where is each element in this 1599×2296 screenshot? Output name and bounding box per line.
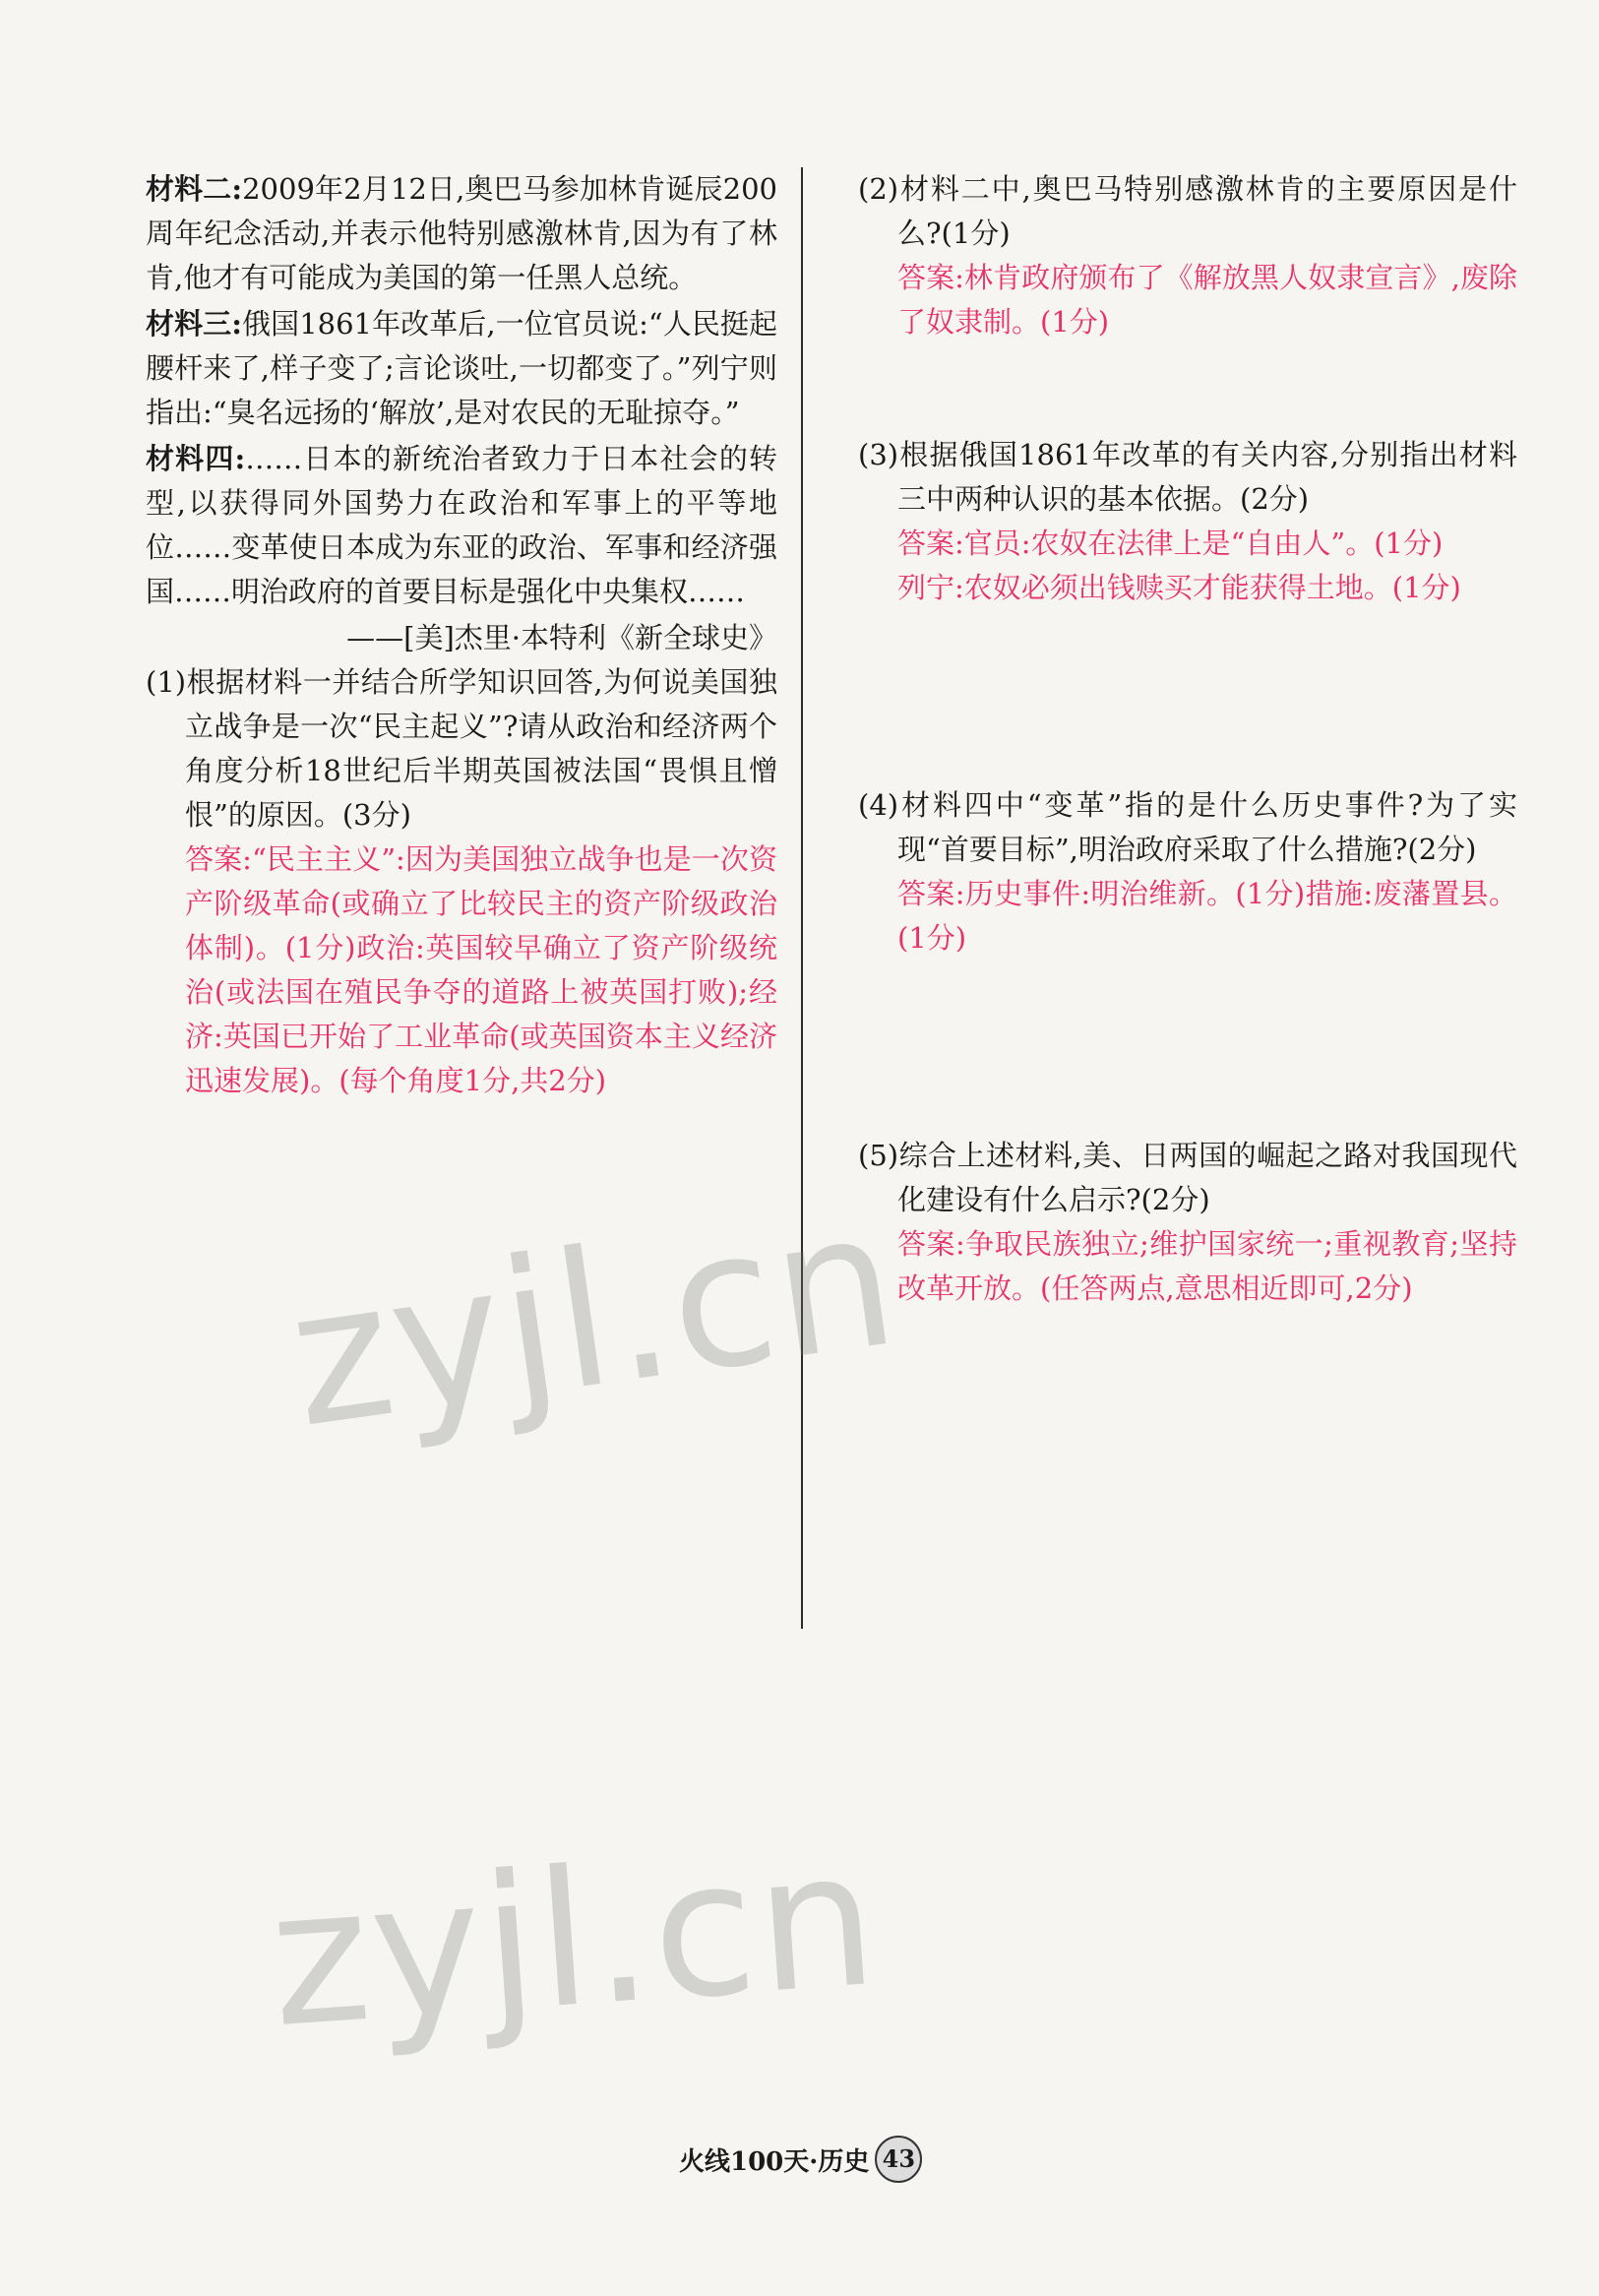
- material-4-text: ……日本的新统治者致力于日本社会的转型,以获得同外国势力在政治和军事上的平等地位……变革使日本成为东亚的政治、军事和经济强国……明治政府的首要目标是强化中央集权……: [146, 442, 777, 608]
- page-number: 43: [875, 2136, 922, 2183]
- answer-3-official: 答案:官员:农奴在法律上是“自由人”。(1分): [897, 527, 1444, 560]
- material-2-text: 2009年2月12日,奥巴马参加林肯诞辰200周年纪念活动,并表示他特别感激林肯,因为有了林肯,他才有可能成为美国的第一任黑人总统。: [146, 172, 777, 294]
- left-column: [146, 167, 777, 1103]
- material-3-text: 俄国1861年改革后,一位官员说:“人民挺起腰杆来了,样子变了;言论谈吐,一切都变了。”列宁则指出:“臭名远扬的‘解放’,是对农民的无耻掠夺。”: [146, 307, 777, 429]
- answer-5: 答案:争取民族独立;维护国家统一;重视教育;坚持改革开放。(任答两点,意思相近即可,2分): [897, 1227, 1517, 1305]
- question-4: (4)材料四中“变革”指的是什么历史事件?为了实现“首要目标”,明治政府采取了什么措施?(2分): [858, 788, 1517, 866]
- material-2: [146, 167, 777, 300]
- answer-4: 答案:历史事件:明治维新。(1分)措施:废藩置县。(1分): [897, 877, 1517, 955]
- material-3-label: 材料三:: [146, 307, 242, 341]
- page-footer: [679, 2136, 922, 2183]
- material-4: [146, 437, 777, 614]
- material-4-label: 材料四:: [146, 442, 246, 475]
- material-4-source: ——[美]杰里·本特利《新全球史》: [346, 621, 777, 654]
- right-column: [858, 167, 1517, 1311]
- column-divider: [801, 167, 803, 1629]
- material-2-label: 材料二:: [146, 172, 243, 206]
- answer-1: 答案:“民主主义”:因为美国独立战争也是一次资产阶级革命(或确立了比较民主的资产阶级政治体制)。(1分)政治:英国较早确立了资产阶级统治(或法国在殖民争夺的道路上被英国打败);经济:英国已开始了工业革命(或英国资本主义经济迅速发展)。(每个角度1分,共2分): [185, 842, 777, 1097]
- material-3: [146, 302, 777, 435]
- answer-2: 答案:林肯政府颁布了《解放黑人奴隶宣言》,废除了奴隶制。(1分): [897, 261, 1517, 339]
- book-title: 火线100天·历史: [679, 2146, 870, 2177]
- question-1: (1)根据材料一并结合所学知识回答,为何说美国独立战争是一次“民主起义”?请从政治和经济两个角度分析18世纪后半期英国被法国“畏惧且憎恨”的原因。(3分): [146, 665, 777, 832]
- watermark-lower: zyjl.cn: [264, 1809, 885, 2070]
- answer-3-lenin: 列宁:农奴必须出钱赎买才能获得土地。(1分): [897, 571, 1461, 604]
- question-2: (2)材料二中,奥巴马特别感激林肯的主要原因是什么?(1分): [858, 172, 1517, 250]
- watermark-upper: zyjl.cn: [277, 1169, 910, 1469]
- question-5: (5)综合上述材料,美、日两国的崛起之路对我国现代化建设有什么启示?(2分): [858, 1139, 1517, 1216]
- question-3: (3)根据俄国1861年改革的有关内容,分别指出材料三中两种认识的基本依据。(2分): [858, 438, 1517, 516]
